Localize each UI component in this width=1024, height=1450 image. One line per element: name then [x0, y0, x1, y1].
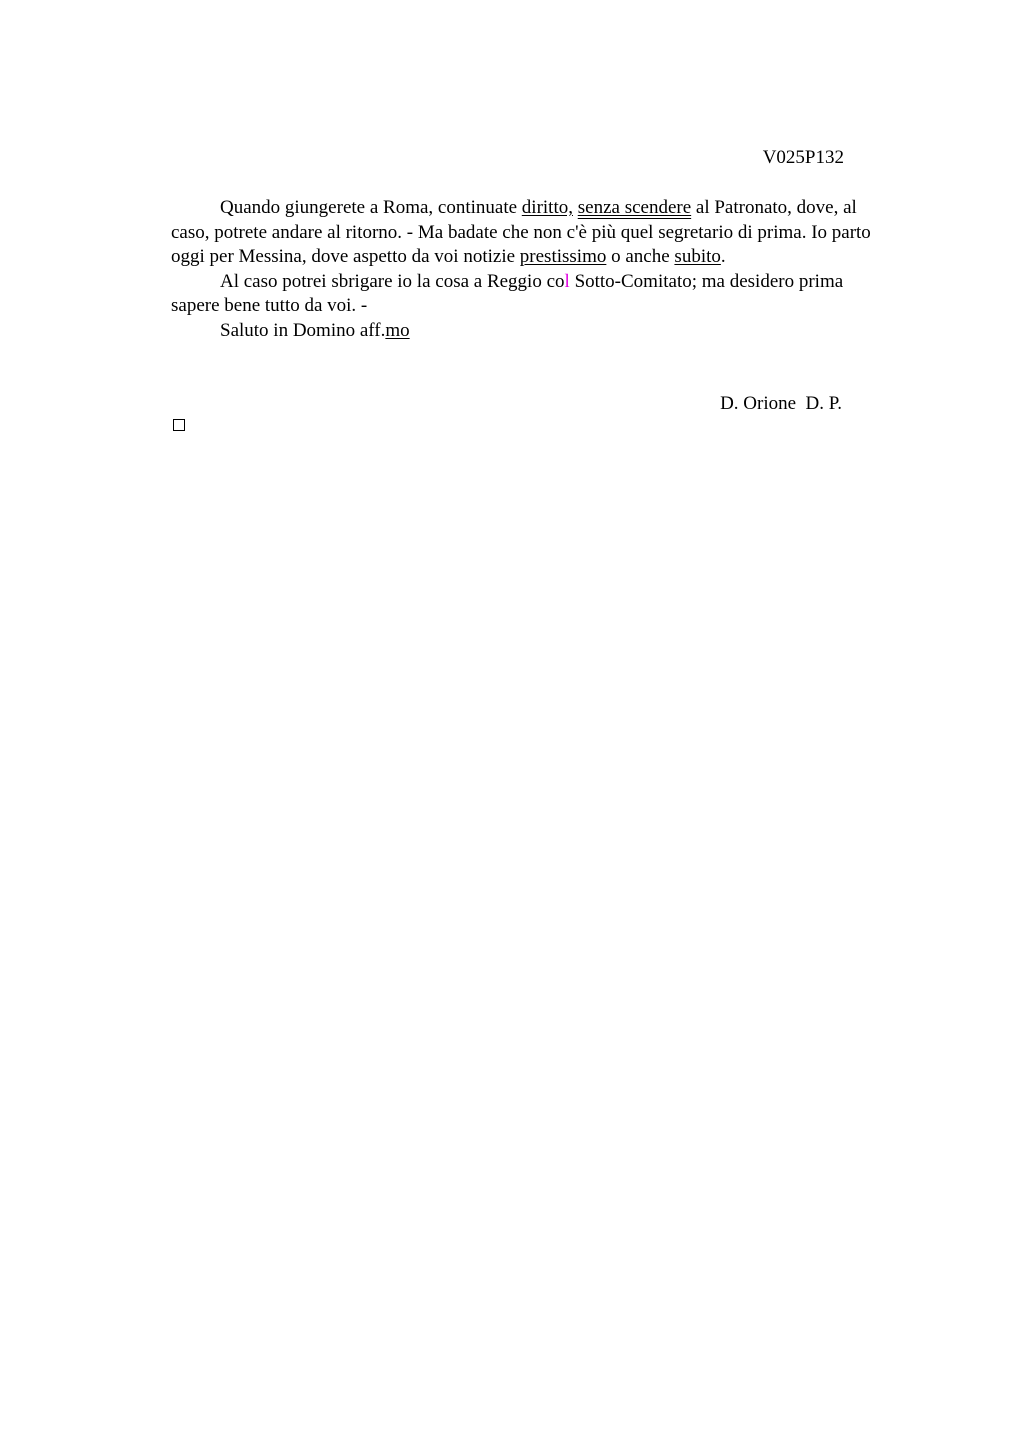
highlighted-letter: l [564, 270, 570, 292]
paragraph-2-text-1: Al caso potrei sbrigare io la cosa a Reggio co [220, 270, 565, 292]
paragraph-2 [171, 270, 871, 319]
square-box-icon [173, 419, 185, 431]
letter-body [171, 196, 871, 343]
paragraph-1-text-1: Quando giungerete a Roma, continuate [220, 197, 522, 218]
underlined-subito: subito [674, 246, 721, 267]
paragraph-1-text-4: o anche [606, 246, 675, 267]
underlined-prestissimo: prestissimo [519, 246, 607, 267]
double-underlined-senza-scendere: senza scendere [577, 197, 692, 218]
document-id: V025P132 [762, 147, 844, 168]
paragraph-2-text-2: Sotto-Comitato; ma desidero prima sapere bene tutto da voi. - [171, 270, 844, 316]
paragraph-3-text-1: Saluto in Domino aff. [220, 319, 386, 341]
underlined-diritto: diritto, [521, 197, 573, 218]
paragraph-1 [171, 196, 871, 270]
underlined-mo: mo [385, 319, 410, 341]
paragraph-1-text-5: . [720, 246, 726, 267]
paragraph-1-text-3: al Patronato, dove, al caso, potrete andare al ritorno. - Ma badate che non c'è più quel segretario di prima. Io parto oggi per Messina, dove aspetto da voi notizie [171, 197, 871, 267]
paragraph-3 [171, 319, 871, 344]
signature: D. Orione D. P. [720, 393, 842, 414]
